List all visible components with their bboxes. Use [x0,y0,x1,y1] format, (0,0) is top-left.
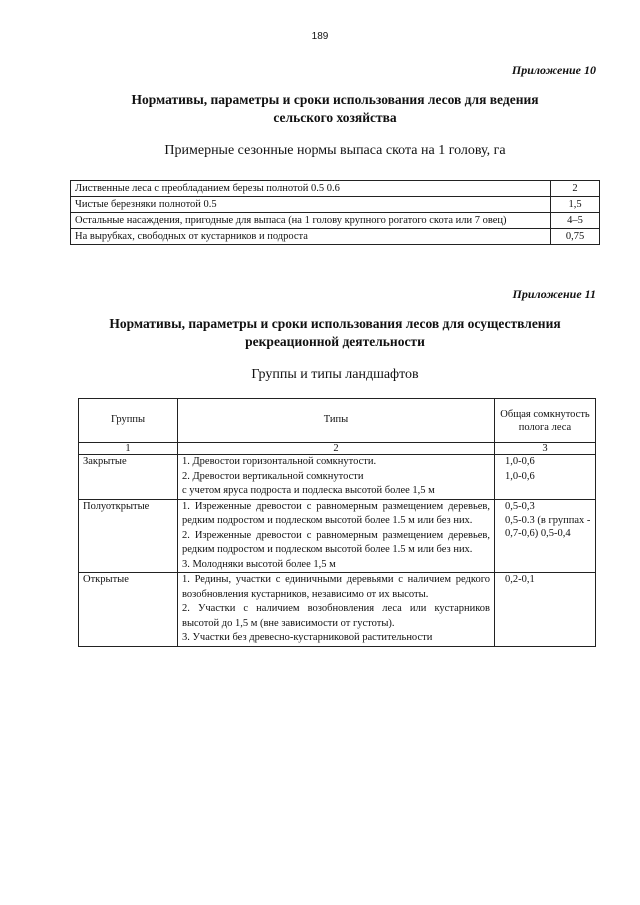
table-row [79,573,596,647]
types-cell [178,573,495,647]
page-number: 189 [311,31,329,42]
type-item: 2. Изреженные древостои с равномерным размещением деревьев, редким подростом и подлеском высотой более 1.5 м или без них. [182,529,490,555]
table-cell-value: 2 [551,181,600,197]
landscape-types-table [78,398,596,647]
table-cell-value: 0,75 [551,229,600,245]
table-row [79,455,596,500]
table-row [71,213,600,229]
type-item: 3. Молодняки высотой более 1,5 м [182,558,336,570]
appendix-10-subtitle: Примерные сезонные нормы выпаса скота на 1 голову, га [164,143,506,158]
type-item: 2. Участки с наличием возобновления леса или кустарников высотой до 1,5 м (вне зависимости от густоты). [182,603,490,629]
group-name: Полуоткрытые [79,499,178,573]
appendix-10-title-line1: Нормативы, параметры и сроки использования лесов для ведения [131,92,539,107]
density-cell [495,455,596,500]
density-value: 0,5-0,3 [505,500,535,512]
appendix-11-title-line1: Нормативы, параметры и сроки использования лесов для осуществления [109,316,561,331]
column-number: 1 [79,443,178,455]
density-value: 0,5-0.3 (в группах - 0,7-0,6) 0,5-0,4 [505,515,591,539]
table-cell-value: 4–5 [551,213,600,229]
header-types: Типы [178,399,495,443]
type-item: 2. Древостои вертикальной сомкнутости [182,470,364,482]
group-name: Открытые [79,573,178,647]
type-item: 1. Древостои горизонтальной сомкнутости. [182,456,377,467]
header-groups: Группы [79,399,178,443]
table-cell-value: 1,5 [551,197,600,213]
table-cell-text: На вырубках, свободных от кустарников и подроста [71,229,551,245]
appendix-10-title [62,91,608,127]
table-row [71,197,600,213]
column-number: 2 [178,443,495,455]
types-cell [178,455,495,500]
table-row [71,229,600,245]
type-item: 3. Участки без древесно-кустарниковой растительности [182,632,433,643]
appendix-10-label: Приложение 10 [511,63,596,77]
table-row [71,181,600,197]
group-name: Закрытые [79,455,178,500]
header-density: Общая сомкнутость полога леса [495,399,596,443]
appendix-11-label: Приложение 11 [512,287,596,301]
table-header-row [79,399,596,443]
table-cell-text: Лиственные леса с преобладанием березы полнотой 0.5 0.6 [71,181,551,197]
table-row [79,499,596,573]
grazing-norms-table [70,180,600,245]
appendix-10-title-line2: сельского хозяйства [273,110,397,125]
density-cell [495,573,596,647]
appendix-11-title-line2: рекреационной деятельности [245,334,425,349]
density-value: 0,2-0,1 [505,574,535,585]
table-cell-text: Чистые березняки полнотой 0.5 [71,197,551,213]
type-item: 1. Редины, участки с единичными деревьями с наличием редкого возобновления кустарников, независимо от их высоты. [182,574,490,600]
column-number: 3 [495,443,596,455]
density-cell [495,499,596,573]
type-item: 1. Изреженные древостои с равномерным размещением деревьев, редким подростом и подлеском высотой более 1.5 м или без них. [182,500,490,526]
appendix-11-subtitle: Группы и типы ландшафтов [251,367,419,382]
density-value: 1,0-0,6 [505,456,535,467]
column-number-row [79,443,596,455]
types-cell [178,499,495,573]
type-item: с учетом яруса подроста и подлеска высотой более 1,5 м [182,485,435,496]
density-value: 1,0-0,6 [505,470,535,482]
appendix-11-title [62,315,608,351]
table-cell-text: Остальные насаждения, пригодные для выпаса (на 1 голову крупного рогатого скота или 7 овец) [71,213,551,229]
